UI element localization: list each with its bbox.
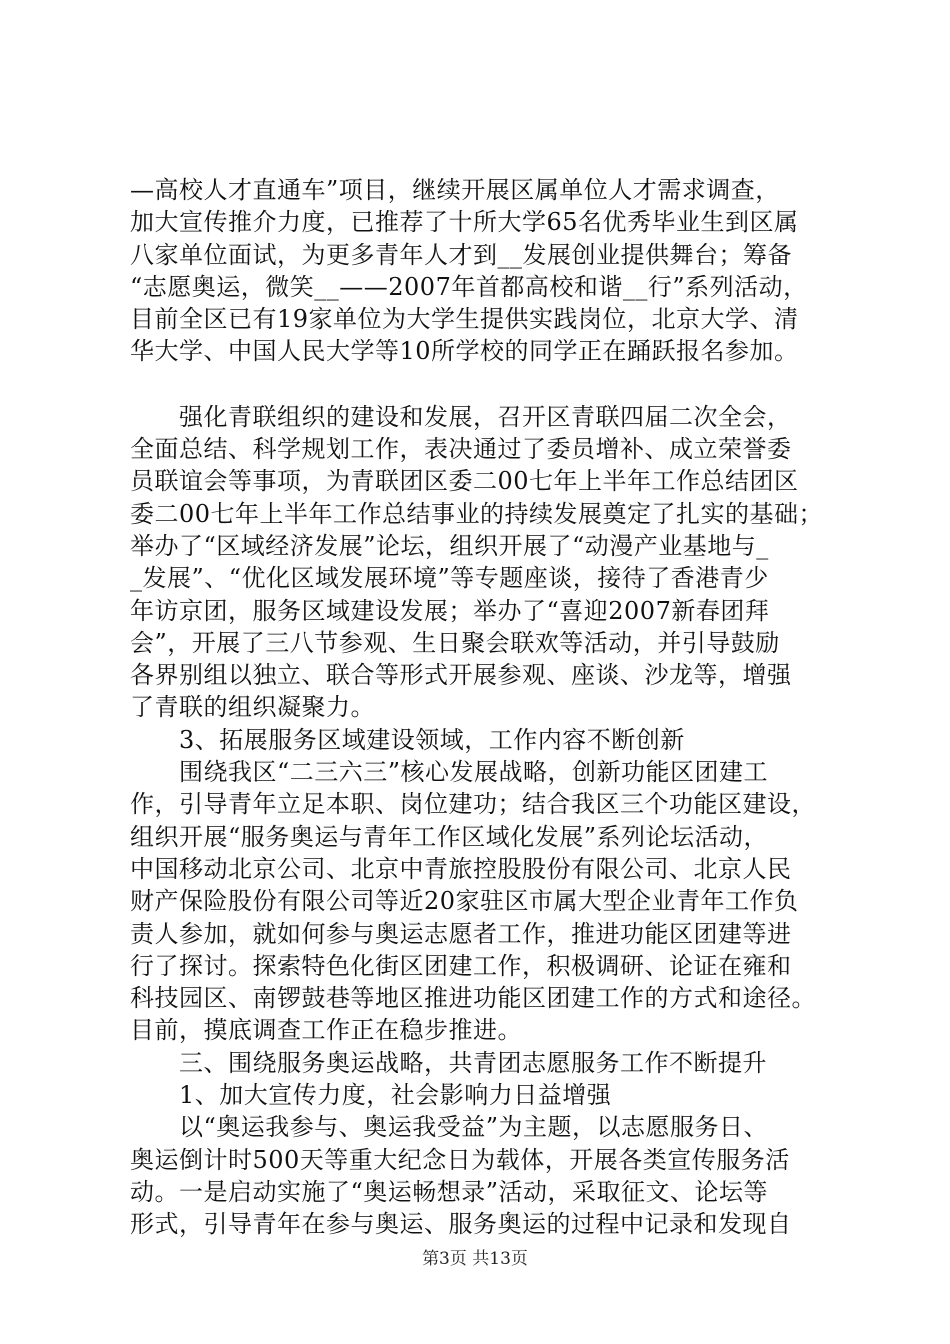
text-line: 中国移动北京公司、北京中青旅控股股份有限公司、北京人民 [130,854,792,883]
paragraph-2 [130,401,850,1241]
text-line: 八家单位面试，为更多青年人才到__发展创业提供舞台；筹备 [130,240,792,269]
text-line: 围绕我区“二三六三”核心发展战略，创新功能区团建工 [130,758,769,787]
text-line: _发展”、“优化区域发展环境”等专题座谈，接待了香港青少 [130,564,769,593]
text-line: 了青联的组织凝聚力。 [130,693,375,722]
text-line: 作，引导青年立足本职、岗位建功；结合我区三个功能区建设， [130,790,816,819]
section-heading: 1、加大宣传力度，社会影响力日益增强 [130,1081,612,1110]
section-heading: 3、拓展服务区域建设领域，工作内容不断创新 [130,725,685,754]
text-line: 财产保险股份有限公司等近20家驻区市属大型企业青年工作负 [130,887,799,916]
text-line: 举办了“区域经济发展”论坛，组织开展了“动漫产业基地与_ [130,531,769,560]
page-footer [0,1244,950,1269]
text-line: 组织开展“服务奥运与青年工作区域化发展”系列论坛活动， [130,822,769,851]
text-line: —高校人才直通车”项目，继续开展区属单位人才需求调查， [130,176,780,204]
text-line: 加大宣传推介力度，已推荐了十所大学65名优秀毕业生到区属 [130,208,799,237]
text-line: 以“奥运我参与、奥运我受益”为主题，以志愿服务日、 [130,1113,769,1142]
text-line: 奥运倒计时500天等重大纪念日为载体，开展各类宣传服务活 [130,1145,790,1174]
text-line: 科技园区、南锣鼓巷等地区推进功能区团建工作的方式和途径。 [130,984,816,1013]
text-line: 各界别组以独立、联合等形式开展参观、座谈、沙龙等，增强 [130,661,792,690]
text-line: 责人参加，就如何参与奥运志愿者工作，推进功能区团建等进 [130,919,792,948]
text-line: 员联谊会等事项，为青联团区委二00七年上半年工作总结团区 [130,467,799,496]
text-line: 目前全区已有19家单位为大学生提供实践岗位，北京大学、清 [130,305,799,334]
text-line: 全面总结、科学规划工作，表决通过了委员增补、成立荣誉委 [130,435,792,464]
page-number: 第3页 共13页 [422,1249,528,1269]
text-line: 委二00七年上半年工作总结事业的持续发展奠定了扎实的基础； [130,499,824,528]
paragraph-gap [130,368,850,401]
document-body [130,174,850,1241]
text-line: 目前，摸底调查工作正在稳步推进。 [130,1016,522,1045]
section-heading: 三、围绕服务奥运战略，共青团志愿服务工作不断提升 [130,1048,767,1077]
text-line: “志愿奥运，微笑__——2007年首都高校和谐__行”系列活动， [130,272,808,301]
text-line: 行了探讨。探索特色化街区团建工作，积极调研、论证在雍和 [130,951,792,980]
paragraph-1 [130,174,850,368]
text-line: 强化青联组织的建设和发展，召开区青联四届二次全会， [130,402,792,431]
text-line: 会”，开展了三八节参观、生日聚会联欢等活动，并引导鼓励 [130,628,780,657]
text-line: 形式，引导青年在参与奥运、服务奥运的过程中记录和发现自 [130,1210,792,1239]
text-line: 华大学、中国人民大学等10所学校的同学正在踊跃报名参加。 [130,337,799,366]
text-line: 动。一是启动实施了“奥运畅想录”活动，采取征文、论坛等 [130,1177,769,1206]
text-line: 年访京团，服务区域建设发展；举办了“喜迎2007新春团拜 [130,596,770,625]
